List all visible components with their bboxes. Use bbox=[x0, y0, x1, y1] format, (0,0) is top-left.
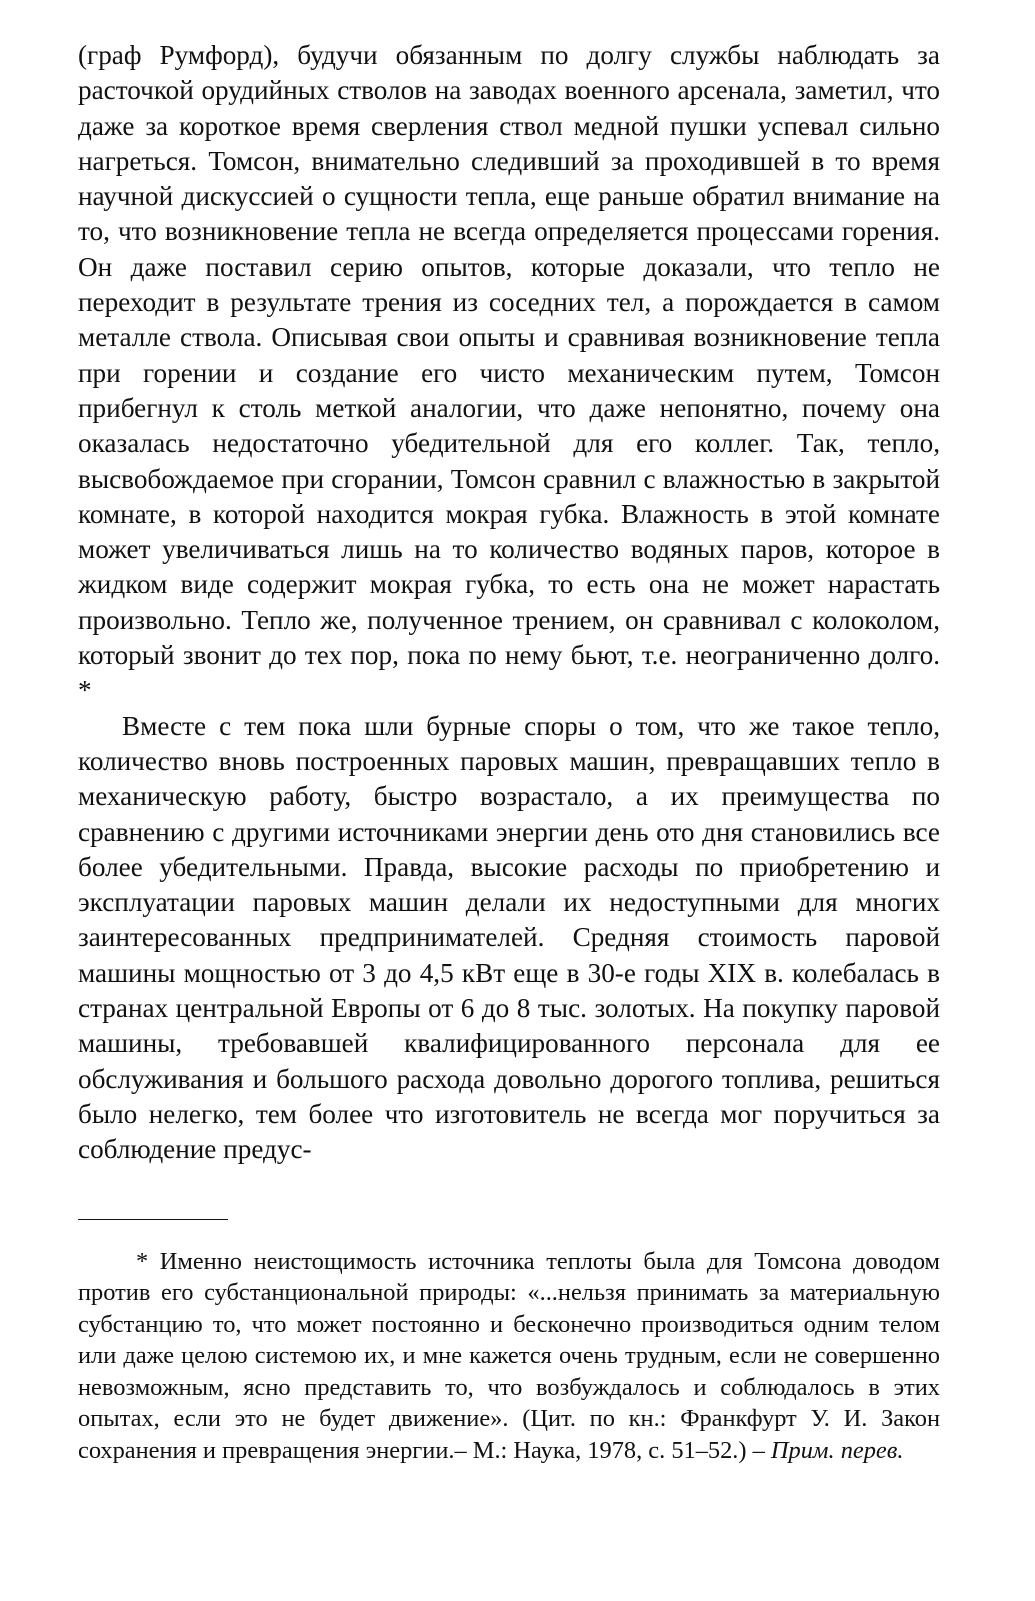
footnote bbox=[78, 1246, 940, 1467]
main-text bbox=[78, 38, 940, 1168]
paragraph-1: (граф Румфорд), будучи обязанным по долгу службы наблюдать за расточкой орудийных стволов на заводах военного арсенала, заметил, что даже за короткое время сверления ствол медной пушки успевал сильно нагреться. Томсон, внимательно следивший за проходившей в то время научной дискуссией о сущности тепла, еще раньше обратил внимание на то, что возникновение тепла не всегда определяется процессами горения. Он даже поставил серию опытов, которые доказали, что тепло не переходит в результате трения из соседних тел, а порождается в самом металле ствола. Описывая свои опыты и сравнивая возникновение тепла при горении и создание его чисто механическим путем, Томсон прибегнул к столь меткой аналогии, что даже непонятно, почему она оказалась недостаточно убедительной для его коллег. Так, тепло, высвобождаемое при сгорании, Томсон сравнил с влажностью в закрытой комнате, в которой находится мокрая губка. Влажность в этой комнате может увеличиваться лишь на то количество водяных паров, которое в жидком виде содержит мокрая губка, то есть она не может нарастать произвольно. Тепло же, полученное трением, он сравнивал с колоколом, который звонит до тех пор, пока по нему бьют, т.е. неограниченно долго. * bbox=[78, 40, 940, 706]
translator-note: Прим. перев. bbox=[770, 1437, 904, 1465]
footnote-paragraph bbox=[78, 1246, 940, 1467]
paragraph-2: Вместе с тем пока шли бурные споры о том, что же такое тепло, количество вновь построенных паровых машин, превращавших тепло в механическую работу, быстро возрастало, а их преимущества по сравнению с другими источниками энергии день ото дня становились все более убедительными. Правда, высокие расходы по приобретению и эксплуатации паровых машин делали их недоступными для многих заинтересованных предпринимателей. Средняя стоимость паровой машины мощностью от 3 до 4,5 кВт еще в 30-е годы XIX в. колебалась в странах центральной Европы от 6 до 8 тыс. золотых. На покупку паровой машины, требовавшей квалифицированного персонала для ее обслуживания и большого расхода довольно дорогого топлива, решиться было нелегко, тем более что изготовитель не всегда мог поручиться за соблюдение предус- bbox=[78, 710, 940, 1165]
document-page bbox=[78, 38, 940, 1467]
footnote-text: * Именно неистощимость источника теплоты была для Томсона доводом против его субстанциональной природы: «...нельзя принимать за материальную субстанцию то, что может постоянно и бесконечно производиться одним телом или даже целою системою их, и мне кажется очень трудным, если не совершенно невозможным, ясно представить то, что возбуждалось и соблюдалось в этих опытах, если это не будет движение». (Цит. по кн.: Франкфурт У. И. Закон сохранения и превращения энергии.– М.: Наука, 1978, с. 51–52.) – bbox=[78, 1247, 940, 1465]
footnote-divider bbox=[78, 1219, 228, 1220]
